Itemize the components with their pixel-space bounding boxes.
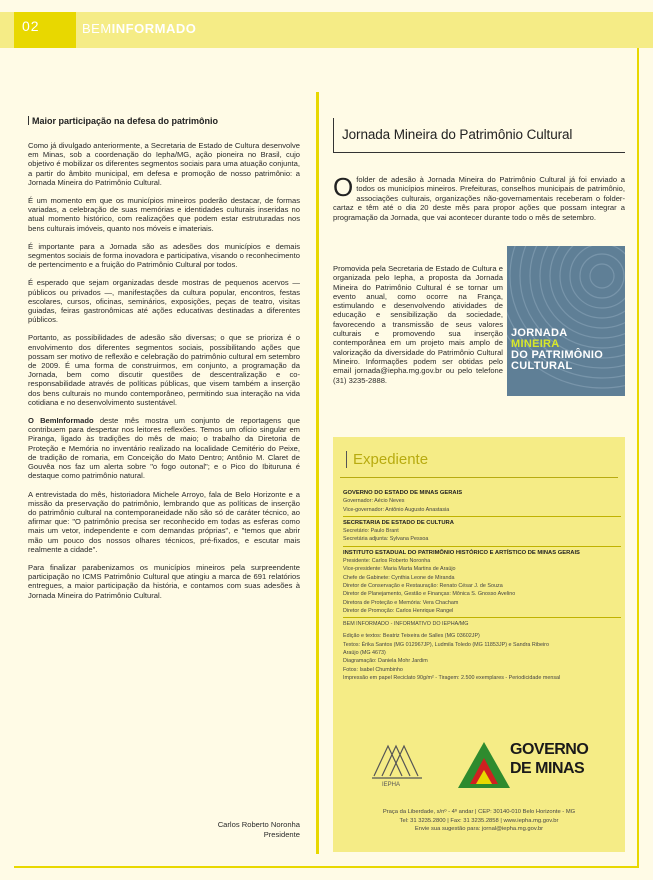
signature-name: Carlos Roberto Noronha [217, 820, 300, 829]
address-line: Praça da Liberdade, s/nº - 4º andar | CEP: 30140-010 Belo Horizonte - MG [382, 809, 576, 815]
credits-heading: INSTITUTO ESTADUAL DO PATRIMÔNIO HISTÓRICO E ARTÍSTICO DE MINAS GERAIS [343, 549, 580, 556]
credits-line: Textos: Érika Santos (MG 012967JP), Ludmila Toledo (MG 11853JP) e Sandra Ribeiro [343, 641, 549, 648]
credits-separator [343, 617, 621, 618]
governo-de-minas-wordmark: GOVERNO DE MINAS [510, 741, 589, 777]
credits-line: Impressão em papel Reciclato 90g/m² - Tiragem: 2.500 exemplares - Periodicidade mensal [343, 674, 561, 681]
credits-line: Vice-governador: Antônio Augusto Anastasia [343, 506, 450, 513]
credits-line: Chefe de Gabinete: Cynthia Leone de Miranda [343, 574, 455, 581]
iepha-logo [368, 740, 428, 788]
poster-title: JORNADA MINEIRA DO PATRIMÔNIO CULTURAL [511, 327, 604, 372]
credits-line: Diagramação: Daniela Mohr Jardim [343, 658, 428, 665]
expediente-title: Expediente [346, 451, 428, 468]
editorial-title: Maior participação na defesa do patrimônio [28, 116, 300, 127]
poster-swirl-pattern [507, 246, 625, 396]
editorial-paragraph: É importante para a Jornada são as adesões dos municípios e demais segmentos sociais de forma inovadora e participativa, visando o reconhecimento de pertencimento e a fruição do Patrimônio Cultural por todos. [28, 241, 300, 270]
credits-line: Edição e textos: Beatriz Teixeira de Salles (MG 03602JP) [343, 633, 480, 640]
editorial-paragraph: É um momento em que os municípios mineiros poderão destacar, de formas variadas, a celebração de suas memórias e identidades culturais inseridas no atual momento histórico, com realizações que podem estar estruturadas nos bens culturais imóveis, quanto nos móveis e imateriais. [28, 196, 300, 233]
credits-separator [343, 516, 621, 517]
brand-light: BEM [82, 21, 112, 36]
article-body: Promovida pela Secretaria de Estado de Cultura e organizada pelo Iepha, a proposta da Jornada Mineira do Patrimônio Cultural é se tornar um evento anual, como ocorre na França, estimulando e desenvolvendo atividades de educação e sensibilização da sociedade, favorecendo a transmissão de seus valores culturais e promovendo sua inserção contemporânea em um projeto mais amplo de valorização da diversidade do Patrimônio Cultural Mineiro. Informações podem ser obtidas pelo email jornada@iepha.mg.gov.br ou pelo telefone (31) 3235-2888. [333, 264, 503, 385]
publication-brand [82, 21, 196, 36]
editorial-column [28, 116, 300, 609]
editorial-paragraph: O BemInformado deste mês mostra um conjunto de reportagens que contribuem para despertar nos leitores reflexões. Temos um ofício singular em Piranga, ligado às tradições do mês de maio; o trabalho da Diretoria de Proteção e Memória no inventário realizado na localidade Cemitério do Peixe, de tradição de romaria, em Conceição do Mato Dentro; Antônio M. Claret de Gouvêa nos faz um alerta sobre "o fogo outonal"; e o Pico do Ibituruna é destaque como patrimônio natural. [28, 416, 300, 481]
column-divider [316, 92, 319, 854]
credits-separator [343, 546, 621, 547]
expediente-rule [340, 477, 618, 478]
credits-line: Secretário: Paulo Brant [343, 528, 399, 535]
signature [150, 820, 300, 840]
editorial-paragraph: É esperado que sejam organizadas desde mostras de pequenos acervos — públicos ou privados —, manifestações da cultura popular, encontros, festas escolares, cursos, oficinas, seminários, exposições, peças de teatro, visitas guiadas, feiras gastronômicas até ações educativas destinadas a diferentes públicos. [28, 278, 300, 325]
page-number: 02 [22, 18, 40, 34]
credits-line: Diretor de Planejamento, Gestão e Finanças: Mônica S. Gnosso Avelino [343, 591, 516, 598]
credits-line: Fotos: Isabel Chumbinho [343, 666, 403, 673]
iepha-logo-text: IEPHA [382, 782, 401, 788]
credits-line: Diretor de Promoção: Carlos Henrique Rangel [343, 607, 454, 614]
credits-heading: SECRETARIA DE ESTADO DE CULTURA [343, 519, 454, 526]
credits-line: Secretária adjunta: Sylvana Pessoa [343, 536, 429, 543]
editorial-paragraph: A entrevistada do mês, historiadora Michele Arroyo, fala de Belo Horizonte e a missão da preservação do patrimônio, lembrando que as políticas de inserção do patrimônio cultural na contemporaneidade não são só de caráter técnico, ao afirmar que: "O patrimônio precisa ser reconhecido em todas as esferas como mais um vetor, independente e com demandas próprias", e "temos que abrir mão um pouco dos nossos olhares técnicos, pré-fixados, e escutar mais realmente a cidade". [28, 489, 300, 554]
editorial-paragraph: Portanto, as possibilidades de adesão são diversas; o que se prioriza é o envolvimento dos diferentes segmentos sociais, possibilitando ações que possam ser motivo de reflexão e celebração do patrimônio cultural em setembro de 2009. É uma forma de construirmos, em conjunto, a programação da Jornada, bem como discutir questões de descentralização e co-responsabilidade através de políticas públicas, que visem também a inserção dos bens culturais no mundo contemporâneo, permitindo sua interação na vida cotidiana e no desenvolvimento sustentável. [28, 333, 300, 407]
editorial-paragraph: Para finalizar parabenizamos os municípios mineiros pela surpreendente participação no ICMS Patrimônio Cultural que atingiu a marca de 691 relatórios entregues, a maior participação da história, e contamos com suas adesões à Jornada Mineira do Patrimônio Cultural. [28, 562, 300, 600]
editorial-paragraph: Como já divulgado anteriormente, a Secretaria de Estado de Cultura desenvolve em Minas, sob a coordenação do Iepha/MG, ação pioneira no Brasil, cujo objetivo é mobilizar os diferentes segmentos sociais para uma atuação conjunta, a partir do âmbito municipal, em defesa e promoção de nosso patrimônio: a Jornada Mineira do Patrimônio Cultural. [28, 141, 300, 187]
article-title-rule [333, 152, 625, 153]
drop-cap: O [333, 172, 354, 202]
credits-heading: GOVERNO DO ESTADO DE MINAS GERAIS [343, 490, 463, 496]
credits-line: Araújo (MG 4673) [343, 650, 386, 657]
signature-role: Presidente [263, 830, 300, 839]
credits-line: Vice-presidente: Maria Marta Martins de Araújo [343, 566, 456, 573]
credits-line: Governador: Aécio Neves [343, 498, 405, 505]
credits-line: Presidente: Carlos Roberto Noronha [343, 558, 431, 565]
credits-line: Diretor de Conservação e Restauração: Renato César J. de Souza [343, 582, 503, 589]
article-intro: O folder de adesão à Jornada Mineira do Patrimônio Cultural já foi enviado a todos os municípios mineiros. Prefeituras, conselhos municipais de patrimônio, associações culturais, organizações não-governamentais receberam o folder-cartaz e têm até o dia 20 deste mês para propor ações que possam integrar a programação da Jornada, que vai acontecer durante todo o mês de setembro. [333, 172, 625, 222]
contact-footer [340, 808, 618, 834]
expediente-credits [343, 487, 621, 682]
credits-line: BEM INFORMADO - INFORMATIVO DO IEPHA/MG [343, 621, 469, 628]
phone-web-line: Tel: 31 3235.2800 | Fax: 31 3235.2858 | www.iepha.mg.gov.br [399, 817, 559, 824]
article-title: Jornada Mineira do Patrimônio Cultural [342, 127, 573, 142]
email-line: Envie sua sugestão para: jornal@iepha.mg.gov.br [414, 826, 544, 833]
brand-bold: INFORMADO [111, 21, 197, 36]
credits-line: Diretora de Proteção e Memória: Vera Chacham [343, 599, 459, 606]
jornada-poster-image [507, 246, 625, 396]
